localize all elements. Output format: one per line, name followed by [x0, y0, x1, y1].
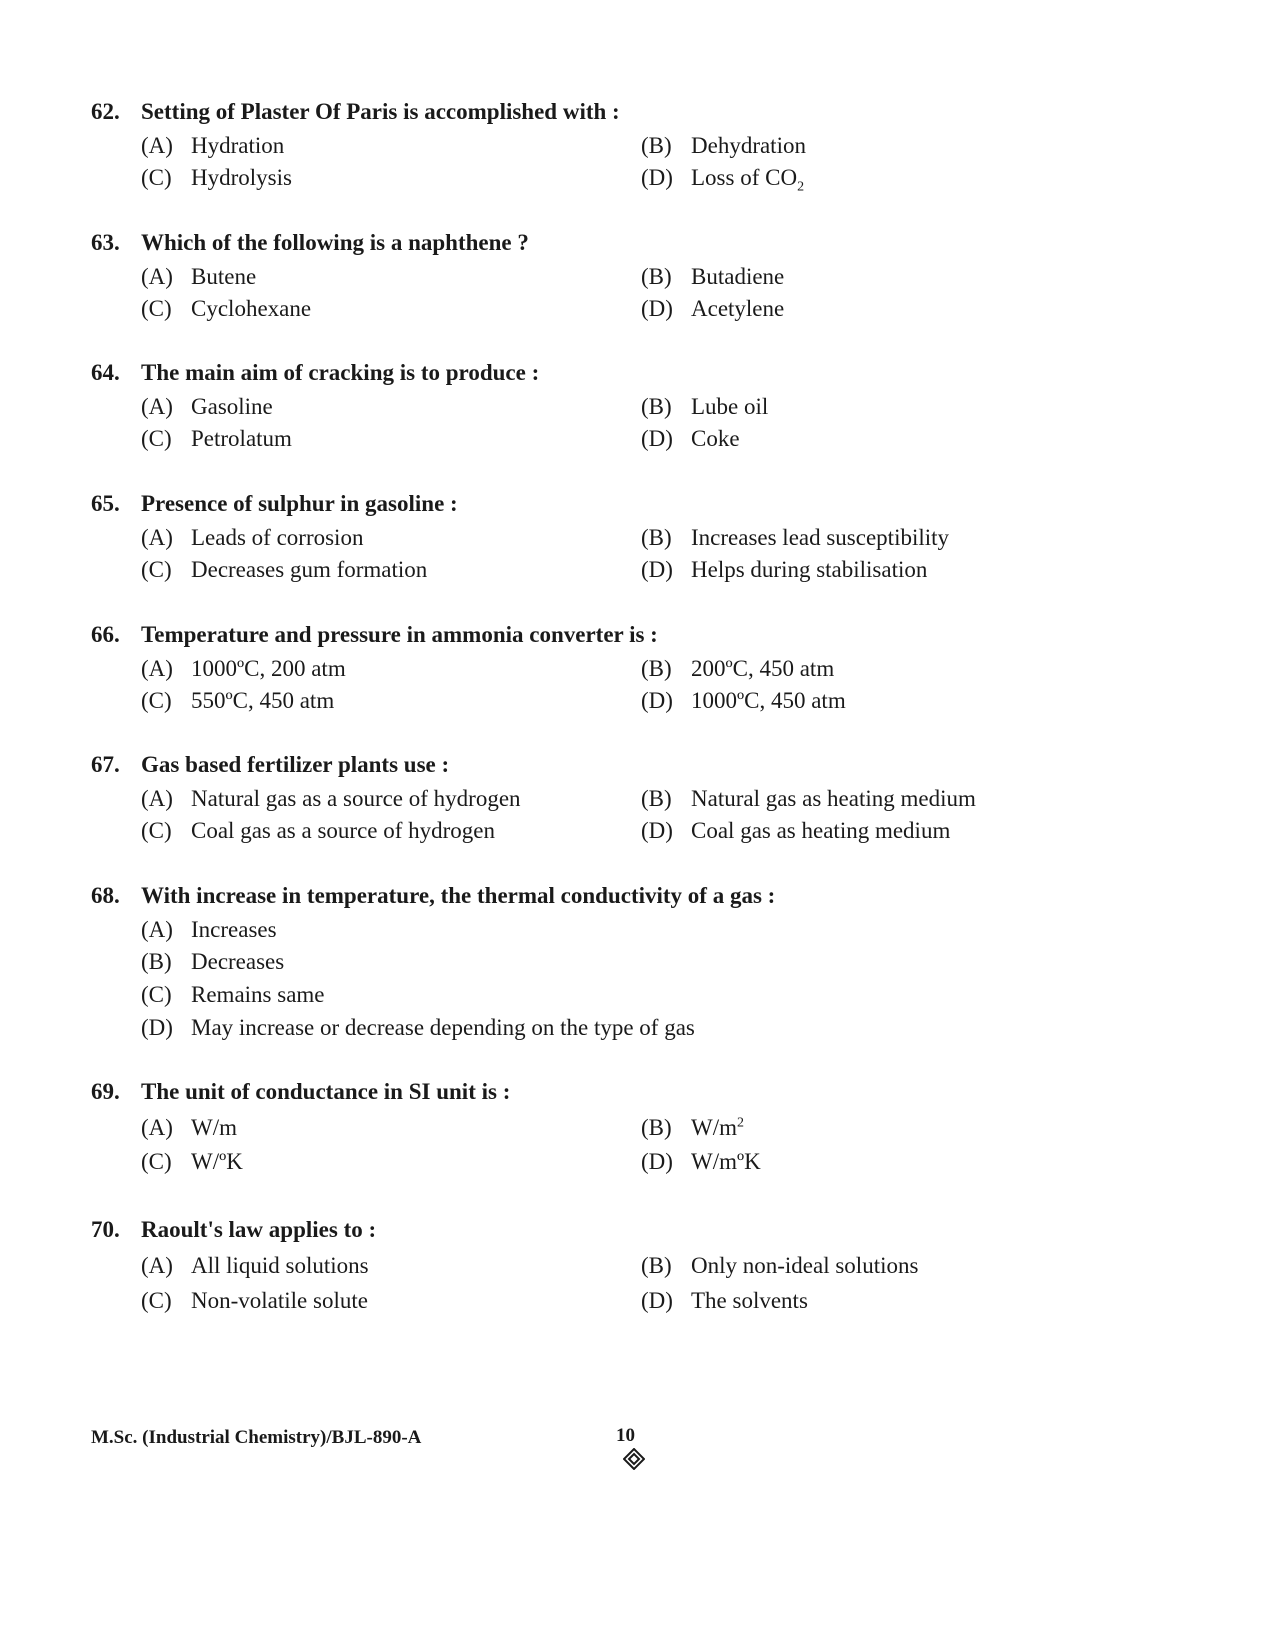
option-label: (A) [141, 917, 173, 942]
option-text: Only non-ideal solutions [691, 1253, 919, 1278]
option-label: (A) [141, 1253, 173, 1278]
option-text-main: W/m [691, 1115, 737, 1140]
option-text: Dehydration [691, 133, 806, 158]
option-text: Gasoline [191, 394, 273, 419]
option-text: Lube oil [691, 394, 769, 419]
question-text: Gas based fertilizer plants use : [141, 752, 450, 777]
subscript: 2 [797, 179, 805, 195]
question-63 [91, 228, 1191, 321]
question-text: With increase in temperature, the thermal conductivity of a gas : [141, 883, 776, 908]
question-text: Temperature and pressure in ammonia converter is : [141, 622, 658, 647]
option-text: Remains same [191, 982, 325, 1007]
question-number: 66. [91, 622, 120, 647]
option-label: (B) [641, 394, 672, 419]
question-number: 68. [91, 883, 120, 908]
question-70 [91, 1215, 1191, 1313]
option-label: (C) [141, 688, 172, 713]
option-text: Coal gas as heating medium [691, 818, 951, 843]
question-66 [91, 620, 1191, 713]
option-text: Natural gas as heating medium [691, 786, 976, 811]
question-number: 70. [91, 1217, 120, 1242]
option-label: (A) [141, 1115, 173, 1140]
option-label: (A) [141, 394, 173, 419]
option-text: May increase or decrease depending on the type of gas [191, 1015, 695, 1040]
option-text: The solvents [691, 1288, 808, 1313]
option-label: (C) [141, 818, 172, 843]
question-text: The main aim of cracking is to produce : [141, 360, 540, 385]
option-label: (D) [641, 165, 673, 190]
question-text: The unit of conductance in SI unit is : [141, 1079, 511, 1104]
question-text: Raoult's law applies to : [141, 1217, 377, 1242]
option-text: Decreases [191, 949, 285, 974]
option-text: Leads of corrosion [191, 525, 364, 550]
option-label: (D) [641, 818, 673, 843]
option-label: (B) [641, 786, 672, 811]
option-label: (D) [641, 1149, 673, 1174]
option-text: Cyclohexane [191, 296, 312, 321]
option-label: (A) [141, 786, 173, 811]
question-text: Which of the following is a naphthene ? [141, 230, 529, 255]
option-text [691, 1113, 744, 1143]
question-64 [91, 358, 1191, 451]
question-text: Presence of sulphur in gasoline : [141, 491, 458, 516]
option-label: (B) [641, 1115, 672, 1140]
question-65 [91, 489, 1191, 582]
option-label: (C) [141, 1288, 172, 1313]
diamond-in-diamond-icon [623, 1448, 645, 1470]
option-text: W/m [191, 1115, 237, 1140]
option-label: (B) [641, 1253, 672, 1278]
option-text: 1000ºC, 200 atm [191, 656, 346, 681]
option-label: (D) [641, 557, 673, 582]
option-text: Natural gas as a source of hydrogen [191, 786, 521, 811]
option-label: (B) [641, 133, 672, 158]
option-text: Butadiene [691, 264, 785, 289]
option-label: (C) [141, 296, 172, 321]
option-label: (B) [641, 656, 672, 681]
option-label: (D) [641, 688, 673, 713]
option-label: (C) [141, 426, 172, 451]
option-text: W/mºK [691, 1149, 761, 1174]
option-text: Decreases gum formation [191, 557, 428, 582]
question-number: 62. [91, 99, 120, 124]
page-number: 10 [616, 1425, 635, 1446]
question-68 [91, 881, 1191, 1040]
option-label: (A) [141, 133, 173, 158]
option-text: 1000ºC, 450 atm [691, 688, 846, 713]
option-text: Acetylene [691, 296, 785, 321]
question-67 [91, 750, 1191, 843]
option-label: (D) [641, 296, 673, 321]
question-number: 65. [91, 491, 120, 516]
option-text-main: Loss of CO [691, 165, 798, 190]
option-text: Hydration [191, 133, 285, 158]
option-text: Coke [691, 426, 740, 451]
option-text: 550ºC, 450 atm [191, 688, 335, 713]
question-number: 63. [91, 230, 120, 255]
option-label: (D) [641, 1288, 673, 1313]
question-number: 67. [91, 752, 120, 777]
option-label: (C) [141, 557, 172, 582]
option-label: (B) [641, 264, 672, 289]
question-69 [91, 1077, 1191, 1174]
footer-paper-code: M.Sc. (Industrial Chemistry)/BJL-890-A [91, 1427, 422, 1448]
option-text: 200ºC, 450 atm [691, 656, 835, 681]
option-text: Increases [191, 917, 277, 942]
option-text: Petrolatum [191, 426, 292, 451]
option-text: Increases lead susceptibility [691, 525, 950, 550]
option-text: All liquid solutions [191, 1253, 369, 1278]
option-label: (A) [141, 656, 173, 681]
option-text: W/ºK [191, 1149, 243, 1174]
option-text [691, 163, 804, 193]
question-62 [91, 97, 1191, 195]
option-label: (C) [141, 1149, 172, 1174]
option-label: (D) [141, 1015, 173, 1040]
question-number: 69. [91, 1079, 120, 1104]
question-text: Setting of Plaster Of Paris is accomplished with : [141, 99, 620, 124]
option-label: (A) [141, 525, 173, 550]
option-label: (B) [641, 525, 672, 550]
option-text: Hydrolysis [191, 165, 292, 190]
option-label: (D) [641, 426, 673, 451]
option-label: (B) [141, 949, 172, 974]
option-label: (C) [141, 165, 172, 190]
option-text: Coal gas as a source of hydrogen [191, 818, 496, 843]
option-label: (A) [141, 264, 173, 289]
option-text: Non-volatile solute [191, 1288, 368, 1313]
option-label: (C) [141, 982, 172, 1007]
option-text: Butene [191, 264, 257, 289]
superscript: 2 [737, 1115, 744, 1131]
question-number: 64. [91, 360, 120, 385]
option-text: Helps during stabilisation [691, 557, 928, 582]
